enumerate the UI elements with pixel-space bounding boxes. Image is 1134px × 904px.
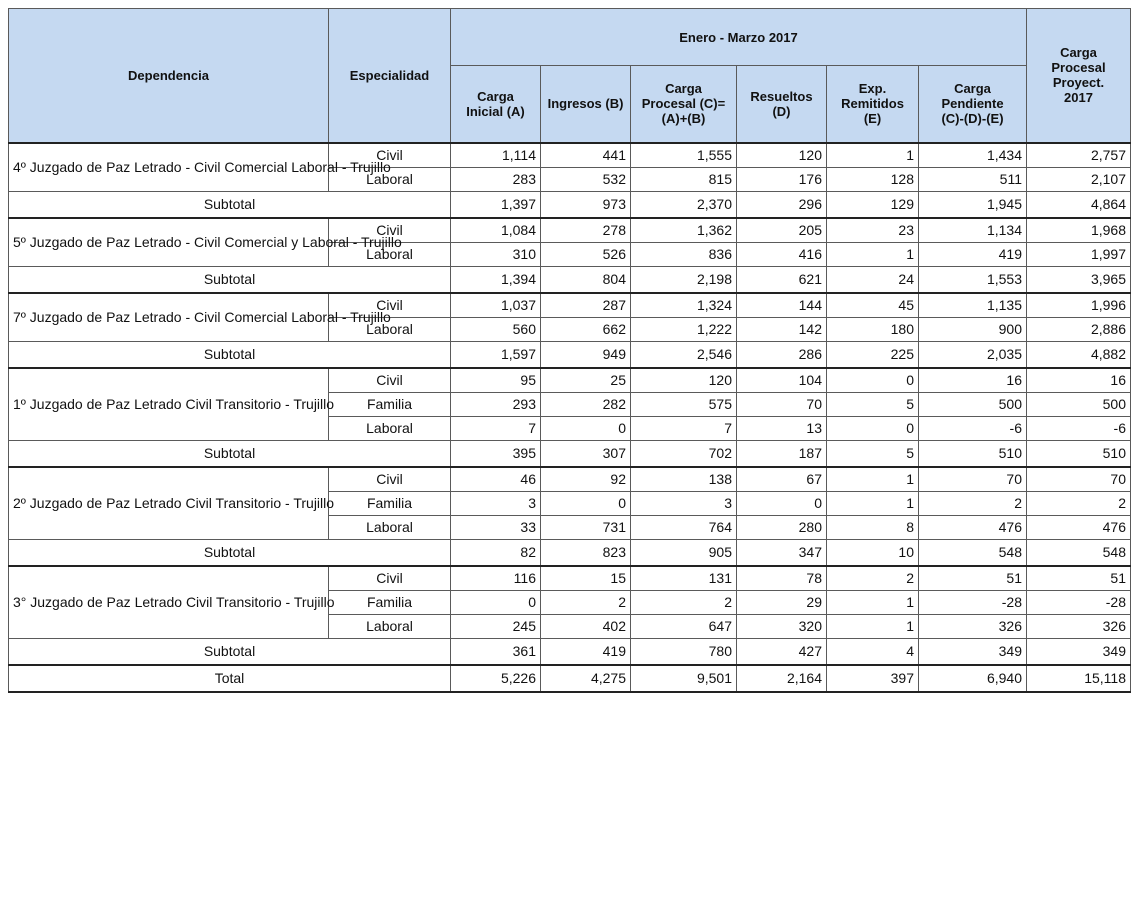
especialidad-cell: Familia (329, 392, 451, 416)
subtotal-value: 823 (541, 539, 631, 566)
value-cell: 0 (827, 368, 919, 393)
especialidad-cell: Laboral (329, 416, 451, 440)
total-value: 2,164 (737, 665, 827, 692)
value-cell: 1,555 (631, 143, 737, 168)
header-carga-pendiente: Carga Pendiente (C)-(D)-(E) (919, 66, 1027, 143)
subtotal-label: Subtotal (9, 539, 451, 566)
especialidad-cell: Familia (329, 590, 451, 614)
value-cell: 1,324 (631, 293, 737, 318)
header-dependencia: Dependencia (9, 9, 329, 143)
subtotal-value: 1,397 (451, 191, 541, 218)
value-cell: 51 (919, 566, 1027, 591)
subtotal-value: 2,198 (631, 266, 737, 293)
value-cell: 1,362 (631, 218, 737, 243)
value-cell: 647 (631, 614, 737, 638)
table-row (9, 218, 1131, 243)
value-cell: -28 (1027, 590, 1131, 614)
value-cell: 2 (827, 566, 919, 591)
value-cell: 142 (737, 317, 827, 341)
subtotal-value: 349 (1027, 638, 1131, 665)
subtotal-row (9, 440, 1131, 467)
subtotal-label: Subtotal (9, 638, 451, 665)
value-cell: 25 (541, 368, 631, 393)
subtotal-value: 349 (919, 638, 1027, 665)
value-cell: 70 (737, 392, 827, 416)
dependencia-cell: 3° Juzgado de Paz Letrado Civil Transitorio - Trujillo (9, 566, 329, 639)
value-cell: 0 (541, 491, 631, 515)
value-cell: 310 (451, 242, 541, 266)
subtotal-value: 307 (541, 440, 631, 467)
value-cell: 7 (631, 416, 737, 440)
value-cell: 2 (541, 590, 631, 614)
value-cell: 764 (631, 515, 737, 539)
subtotal-value: 1,597 (451, 341, 541, 368)
especialidad-cell: Laboral (329, 515, 451, 539)
dependencia-group (9, 368, 1131, 467)
value-cell: 1,134 (919, 218, 1027, 243)
value-cell: 731 (541, 515, 631, 539)
value-cell: 51 (1027, 566, 1131, 591)
subtotal-row (9, 539, 1131, 566)
subtotal-label: Subtotal (9, 191, 451, 218)
value-cell: 205 (737, 218, 827, 243)
value-cell: 1,434 (919, 143, 1027, 168)
header-carga-proyectada: Carga Procesal Proyect. 2017 (1027, 9, 1131, 143)
value-cell: 560 (451, 317, 541, 341)
value-cell: 283 (451, 167, 541, 191)
subtotal-value: 2,546 (631, 341, 737, 368)
value-cell: 2,107 (1027, 167, 1131, 191)
subtotal-value: 4 (827, 638, 919, 665)
header-carga-procesal: Carga Procesal (C)=(A)+(B) (631, 66, 737, 143)
subtotal-value: 510 (1027, 440, 1131, 467)
value-cell: 900 (919, 317, 1027, 341)
value-cell: 280 (737, 515, 827, 539)
table-header (9, 9, 1131, 143)
value-cell: 1,037 (451, 293, 541, 318)
especialidad-cell: Laboral (329, 317, 451, 341)
subtotal-value: 1,394 (451, 266, 541, 293)
value-cell: 476 (1027, 515, 1131, 539)
total-group (9, 665, 1131, 692)
value-cell: 0 (827, 416, 919, 440)
subtotal-value: 187 (737, 440, 827, 467)
subtotal-value: 621 (737, 266, 827, 293)
subtotal-value: 1,945 (919, 191, 1027, 218)
especialidad-cell: Laboral (329, 242, 451, 266)
subtotal-value: 419 (541, 638, 631, 665)
value-cell: 1 (827, 491, 919, 515)
especialidad-cell: Civil (329, 143, 451, 168)
value-cell: 815 (631, 167, 737, 191)
value-cell: 1,135 (919, 293, 1027, 318)
value-cell: 138 (631, 467, 737, 492)
value-cell: 23 (827, 218, 919, 243)
value-cell: 8 (827, 515, 919, 539)
value-cell: 128 (827, 167, 919, 191)
subtotal-value: 286 (737, 341, 827, 368)
subtotal-value: 361 (451, 638, 541, 665)
value-cell: 95 (451, 368, 541, 393)
dependencia-group (9, 293, 1131, 368)
header-carga-inicial: Carga Inicial (A) (451, 66, 541, 143)
value-cell: 526 (541, 242, 631, 266)
value-cell: 326 (919, 614, 1027, 638)
value-cell: 3 (631, 491, 737, 515)
value-cell: 29 (737, 590, 827, 614)
value-cell: 476 (919, 515, 1027, 539)
subtotal-value: 804 (541, 266, 631, 293)
value-cell: 662 (541, 317, 631, 341)
total-value: 5,226 (451, 665, 541, 692)
value-cell: 1,997 (1027, 242, 1131, 266)
subtotal-value: 973 (541, 191, 631, 218)
especialidad-cell: Laboral (329, 614, 451, 638)
subtotal-label: Subtotal (9, 266, 451, 293)
value-cell: 7 (451, 416, 541, 440)
value-cell: 120 (737, 143, 827, 168)
value-cell: 2,757 (1027, 143, 1131, 168)
value-cell: 5 (827, 392, 919, 416)
subtotal-label: Subtotal (9, 341, 451, 368)
subtotal-value: 4,864 (1027, 191, 1131, 218)
especialidad-cell: Civil (329, 293, 451, 318)
value-cell: 0 (737, 491, 827, 515)
value-cell: 70 (1027, 467, 1131, 492)
subtotal-value: 296 (737, 191, 827, 218)
value-cell: 70 (919, 467, 1027, 492)
value-cell: 416 (737, 242, 827, 266)
value-cell: 293 (451, 392, 541, 416)
value-cell: 92 (541, 467, 631, 492)
subtotal-value: 1,553 (919, 266, 1027, 293)
dependencia-cell: 1º Juzgado de Paz Letrado Civil Transitorio - Trujillo (9, 368, 329, 441)
value-cell: 13 (737, 416, 827, 440)
workload-report (8, 8, 1130, 888)
value-cell: 245 (451, 614, 541, 638)
subtotal-value: 347 (737, 539, 827, 566)
subtotal-value: 225 (827, 341, 919, 368)
value-cell: 441 (541, 143, 631, 168)
subtotal-label: Subtotal (9, 440, 451, 467)
dependencia-group (9, 566, 1131, 665)
subtotal-value: 395 (451, 440, 541, 467)
value-cell: 120 (631, 368, 737, 393)
value-cell: 16 (919, 368, 1027, 393)
subtotal-value: 82 (451, 539, 541, 566)
especialidad-cell: Civil (329, 566, 451, 591)
especialidad-cell: Civil (329, 368, 451, 393)
value-cell: 0 (451, 590, 541, 614)
subtotal-value: 4,882 (1027, 341, 1131, 368)
value-cell: 0 (541, 416, 631, 440)
subtotal-value: 5 (827, 440, 919, 467)
value-cell: 1 (827, 614, 919, 638)
table-row (9, 467, 1131, 492)
value-cell: 511 (919, 167, 1027, 191)
value-cell: 532 (541, 167, 631, 191)
dependencia-group (9, 143, 1131, 218)
value-cell: 131 (631, 566, 737, 591)
value-cell: 402 (541, 614, 631, 638)
subtotal-value: 427 (737, 638, 827, 665)
value-cell: 326 (1027, 614, 1131, 638)
dependencia-cell: 5º Juzgado de Paz Letrado - Civil Comercial y Laboral - Trujillo (9, 218, 329, 267)
subtotal-value: 548 (1027, 539, 1131, 566)
value-cell: 2 (1027, 491, 1131, 515)
table-row (9, 293, 1131, 318)
value-cell: 1,968 (1027, 218, 1131, 243)
total-label: Total (9, 665, 451, 692)
header-ingresos: Ingresos (B) (541, 66, 631, 143)
dependencia-group (9, 218, 1131, 293)
value-cell: 16 (1027, 368, 1131, 393)
value-cell: 1 (827, 143, 919, 168)
value-cell: 1,084 (451, 218, 541, 243)
table-row (9, 143, 1131, 168)
subtotal-value: 129 (827, 191, 919, 218)
subtotal-value: 780 (631, 638, 737, 665)
value-cell: 575 (631, 392, 737, 416)
subtotal-value: 24 (827, 266, 919, 293)
header-resueltos: Resueltos (D) (737, 66, 827, 143)
subtotal-value: 548 (919, 539, 1027, 566)
value-cell: 45 (827, 293, 919, 318)
table-row (9, 368, 1131, 393)
workload-table (8, 8, 1131, 693)
especialidad-cell: Familia (329, 491, 451, 515)
subtotal-row (9, 638, 1131, 665)
value-cell: 836 (631, 242, 737, 266)
total-value: 397 (827, 665, 919, 692)
subtotal-row (9, 191, 1131, 218)
value-cell: 67 (737, 467, 827, 492)
subtotal-value: 949 (541, 341, 631, 368)
header-especialidad: Especialidad (329, 9, 451, 143)
subtotal-value: 2,035 (919, 341, 1027, 368)
dependencia-cell: 2º Juzgado de Paz Letrado Civil Transitorio - Trujillo (9, 467, 329, 540)
subtotal-value: 2,370 (631, 191, 737, 218)
value-cell: 176 (737, 167, 827, 191)
value-cell: -6 (1027, 416, 1131, 440)
value-cell: 287 (541, 293, 631, 318)
value-cell: 1,222 (631, 317, 737, 341)
value-cell: 278 (541, 218, 631, 243)
dependencia-group (9, 467, 1131, 566)
header-periodo: Enero - Marzo 2017 (451, 9, 1027, 66)
value-cell: -6 (919, 416, 1027, 440)
value-cell: 2,886 (1027, 317, 1131, 341)
value-cell: 15 (541, 566, 631, 591)
value-cell: 1 (827, 242, 919, 266)
subtotal-row (9, 266, 1131, 293)
dependencia-cell: 4º Juzgado de Paz Letrado - Civil Comercial Laboral - Trujillo (9, 143, 329, 192)
value-cell: 180 (827, 317, 919, 341)
value-cell: 1,996 (1027, 293, 1131, 318)
header-exp-remitidos: Exp. Remitidos (E) (827, 66, 919, 143)
value-cell: 33 (451, 515, 541, 539)
total-value: 15,118 (1027, 665, 1131, 692)
value-cell: 3 (451, 491, 541, 515)
value-cell: 1 (827, 467, 919, 492)
subtotal-value: 10 (827, 539, 919, 566)
value-cell: 2 (919, 491, 1027, 515)
especialidad-cell: Civil (329, 467, 451, 492)
total-value: 4,275 (541, 665, 631, 692)
value-cell: 1,114 (451, 143, 541, 168)
value-cell: -28 (919, 590, 1027, 614)
subtotal-value: 3,965 (1027, 266, 1131, 293)
subtotal-value: 702 (631, 440, 737, 467)
value-cell: 78 (737, 566, 827, 591)
value-cell: 46 (451, 467, 541, 492)
total-value: 9,501 (631, 665, 737, 692)
value-cell: 1 (827, 590, 919, 614)
especialidad-cell: Civil (329, 218, 451, 243)
value-cell: 104 (737, 368, 827, 393)
value-cell: 419 (919, 242, 1027, 266)
total-row (9, 665, 1131, 692)
value-cell: 282 (541, 392, 631, 416)
value-cell: 500 (919, 392, 1027, 416)
value-cell: 500 (1027, 392, 1131, 416)
subtotal-row (9, 341, 1131, 368)
dependencia-cell: 7º Juzgado de Paz Letrado - Civil Comercial Laboral - Trujillo (9, 293, 329, 342)
value-cell: 116 (451, 566, 541, 591)
value-cell: 144 (737, 293, 827, 318)
value-cell: 320 (737, 614, 827, 638)
total-value: 6,940 (919, 665, 1027, 692)
value-cell: 2 (631, 590, 737, 614)
table-row (9, 566, 1131, 591)
subtotal-value: 905 (631, 539, 737, 566)
especialidad-cell: Laboral (329, 167, 451, 191)
subtotal-value: 510 (919, 440, 1027, 467)
